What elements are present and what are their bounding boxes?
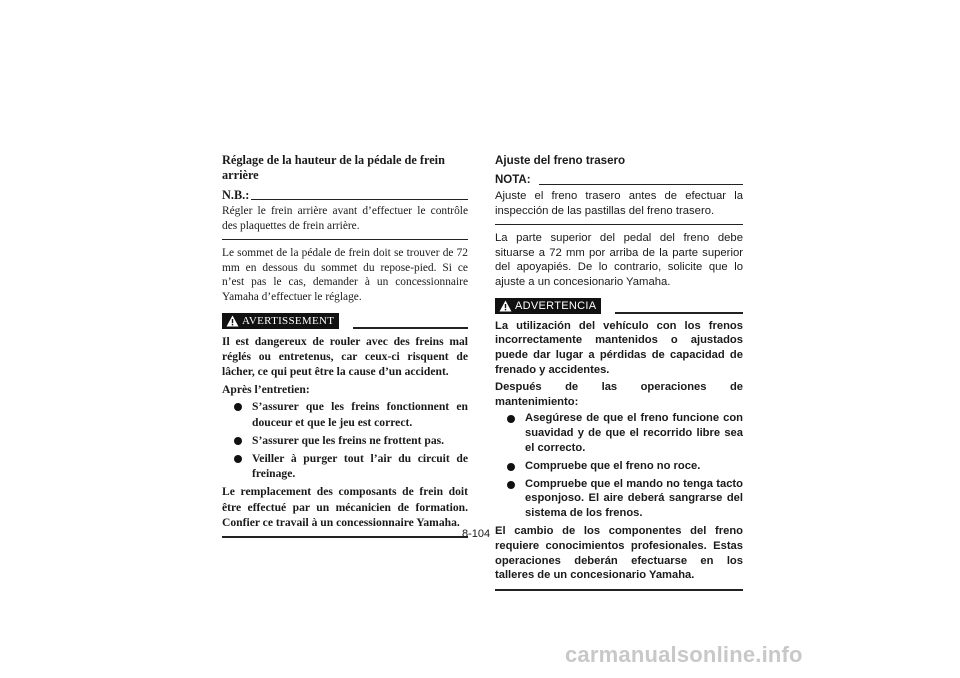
warning-end-rule [222,536,468,538]
list-item: Asegúrese de que el freno funcione con suavidad y de que el recorrido libre sea el correcto. [495,411,743,455]
warning-triangle-icon [226,315,239,327]
note-divider [495,224,743,225]
note-label: N.B.: [222,188,250,202]
list-item: Compruebe que el freno no roce. [495,459,743,474]
bullet-icon [234,403,242,411]
bullet-icon [507,415,515,423]
bullet-icon [234,455,242,463]
note-header [495,173,743,187]
section-title: Ajuste del freno trasero [495,154,626,167]
note-rule [539,184,743,185]
list-item: S’assurer que les freins fonctionnent en douceur et que le jeu est correct. [222,399,468,429]
list-item: S’assurer que les freins ne frottent pas. [222,433,468,448]
warning-label: AVERTISSEMENT [242,314,335,327]
adjustment-paragraph: La parte superior del pedal del freno debe situarse a 72 mm por arriba de la parte superior del apoyapiés. De lo contrario, solicite que lo ajuste a un concesionario Yamaha. [495,232,743,288]
warning-label: ADVERTENCIA [515,299,597,312]
bullet-list [222,399,468,481]
closing-text: Le remplacement des composants de frein doit être effectué par un mécanicien de formation. Confier ce travail à un concessionnaire Yamaha. [222,485,468,529]
note-header [222,188,468,202]
watermark: carmanualsonline.info [565,642,803,667]
warning-text: La utilización del vehículo con los frenos incorrectamente mantenidos o ajustados puede dar lugar a pérdidas de capacidad de frenado y accidentes. [495,319,743,376]
french-column [222,150,468,544]
bullet-icon [507,481,515,489]
section-title: Réglage de la hauteur de la pédale de frein arrière [222,153,445,182]
note-label: NOTA: [495,174,531,186]
closing-text: El cambio de los componentes del freno requiere conocimientos profesionales. Estas operaciones deberán efectuarse en los talleres de un concesionario Yamaha. [495,524,743,582]
adjustment-paragraph: Le sommet de la pédale de frein doit se trouver de 72 mm en dessous du sommet du repose-pied. Si ce n’est pas le cas, demander à un concessionnaire Yamaha d’effectuer le réglage. [222,247,468,303]
list-item: Veiller à purger tout l’air du circuit de freinage. [222,451,468,481]
warning-header [222,313,468,329]
warning-badge [222,313,339,329]
bullet-icon [507,463,515,471]
bullet-list [495,411,743,521]
list-item: Compruebe que el mando no tenga tacto esponjoso. El aire deberá sangrarse del sistema de los frenos. [495,477,743,521]
bullet-icon [234,437,242,445]
after-maintenance-label: Après l’entretien: [222,383,310,397]
warning-rule [353,327,468,329]
warning-triangle-icon [499,300,512,312]
spanish-column [495,150,743,597]
note-rule [251,199,468,200]
warning-header [495,298,743,314]
after-maintenance-label: Después de las operaciones de mantenimiento: [495,380,743,408]
warning-badge [495,298,601,314]
warning-end-rule [495,589,743,591]
warning-rule [615,312,743,314]
note-text: Régler le frein arrière avant d’effectuer le contrôle des plaquettes de frein arrière. [222,205,468,232]
page-number: 8-104 [462,528,491,540]
note-text: Ajuste el freno trasero antes de efectuar la inspección de las pastillas del freno trasero. [495,190,743,217]
note-divider [222,239,468,240]
warning-text: Il est dangereux de rouler avec des freins mal réglés ou entretenus, car ceux-ci risquent de lâcher, ce qui peut être la cause d’un accident. [222,334,468,378]
